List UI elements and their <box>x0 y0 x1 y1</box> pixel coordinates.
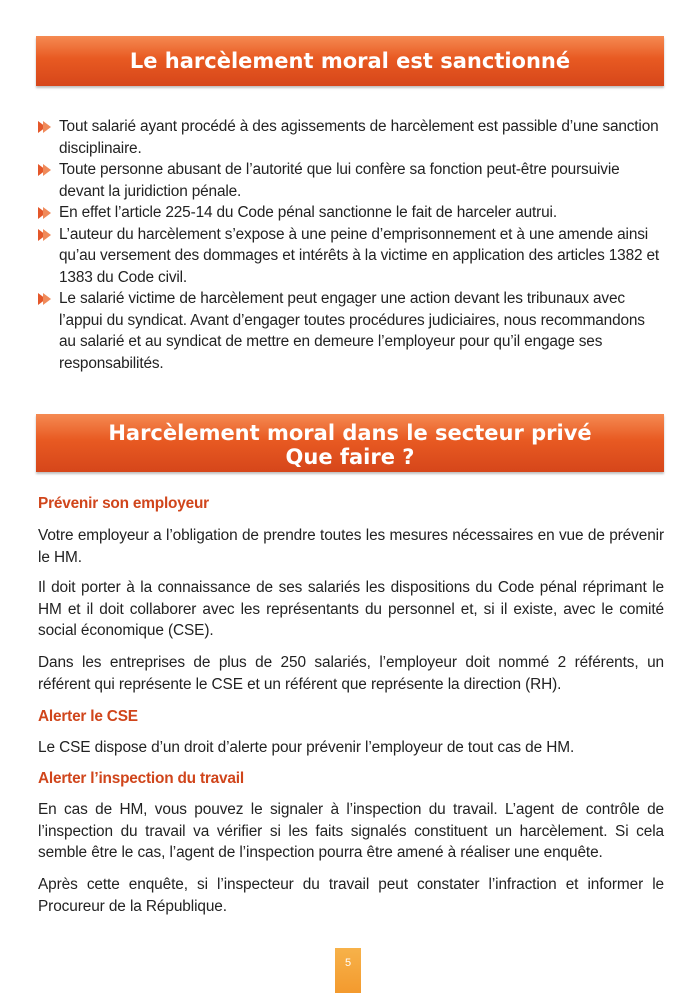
list-item <box>38 224 664 289</box>
employer-paragraph-3: Dans les entreprises de plus de 250 salariés, l’employeur doit nommé 2 référents, un référent qui représente le CSE et un référent que représente la direction (RH). <box>38 654 664 693</box>
banner-private-title: Harcèlement moral dans le secteur privé <box>108 421 592 445</box>
employer-heading: Prévenir son employeur <box>38 495 209 512</box>
section-inspection <box>38 769 664 789</box>
list-item-text: L’auteur du harcèlement s’expose à une peine d’emprisonnement et à une amende ainsi qu’au versement des dommages et intérêts à la victime en application des articles 1382 et 1383 du Code civil. <box>59 225 660 286</box>
list-item-text: Tout salarié ayant procédé à des agissements de harcèlement est passible d’une sanction disciplinaire. <box>59 118 659 157</box>
inspection-heading: Alerter l’inspection du travail <box>38 770 244 787</box>
cse-paragraph: Le CSE dispose d’un droit d’alerte pour prévenir l’employeur de tout cas de HM. <box>38 739 575 756</box>
banner-private-subtitle: Que faire ? <box>285 445 415 469</box>
banner-sanction <box>36 36 664 86</box>
list-item-text: En effet l’article 225-14 du Code pénal sanctionne le fait de harceler autrui. <box>59 204 557 221</box>
page-number: 5 <box>335 948 361 993</box>
list-item <box>38 159 664 202</box>
arrow-bullet-icon <box>38 207 52 219</box>
list-item-text: Toute personne abusant de l’autorité que lui confère sa fonction peut-être poursuivie devant la juridiction pénale. <box>59 161 620 200</box>
section-employer <box>38 494 664 514</box>
banner-private-sector <box>36 414 664 472</box>
banner-sanction-title: Le harcèlement moral est sanctionné <box>129 49 571 73</box>
list-item <box>38 202 664 224</box>
arrow-bullet-icon <box>38 229 52 241</box>
inspection-paragraph-2: Après cette enquête, si l’inspecteur du travail peut constater l’infraction et informer le Procureur de la République. <box>38 876 664 915</box>
inspection-paragraph-1: En cas de HM, vous pouvez le signaler à l’inspection du travail. L’agent de contrôle de l’inspection du travail va vérifier si les faits signalés constituent un harcèlement. Si cela semble être le cas, l’agent de l’inspection pourra être amené à réaliser une enquête. <box>38 801 664 861</box>
employer-paragraph-1: Votre employeur a l’obligation de prendre toutes les mesures nécessaires en vue de prévenir le HM. <box>38 527 664 566</box>
sanction-list <box>38 116 664 374</box>
list-item-text: Le salarié victime de harcèlement peut engager une action devant les tribunaux avec l’appui du syndicat. Avant d’engager toutes procédures judiciaires, nous recommandons au salarié et au syndicat de mettre en demeure l’employeur pour qu’il engage ses responsabilités. <box>59 290 645 372</box>
arrow-bullet-icon <box>38 293 52 305</box>
section-cse <box>38 707 664 727</box>
employer-paragraph-2: Il doit porter à la connaissance de ses salariés les dispositions du Code pénal réprimant le HM et il doit collaborer avec les représentants du personnel et, si il existe, avec le comité social économique (CSE). <box>38 579 664 639</box>
cse-heading: Alerter le CSE <box>38 708 138 725</box>
arrow-bullet-icon <box>38 164 52 176</box>
list-item <box>38 116 664 159</box>
list-item <box>38 288 664 374</box>
arrow-bullet-icon <box>38 121 52 133</box>
